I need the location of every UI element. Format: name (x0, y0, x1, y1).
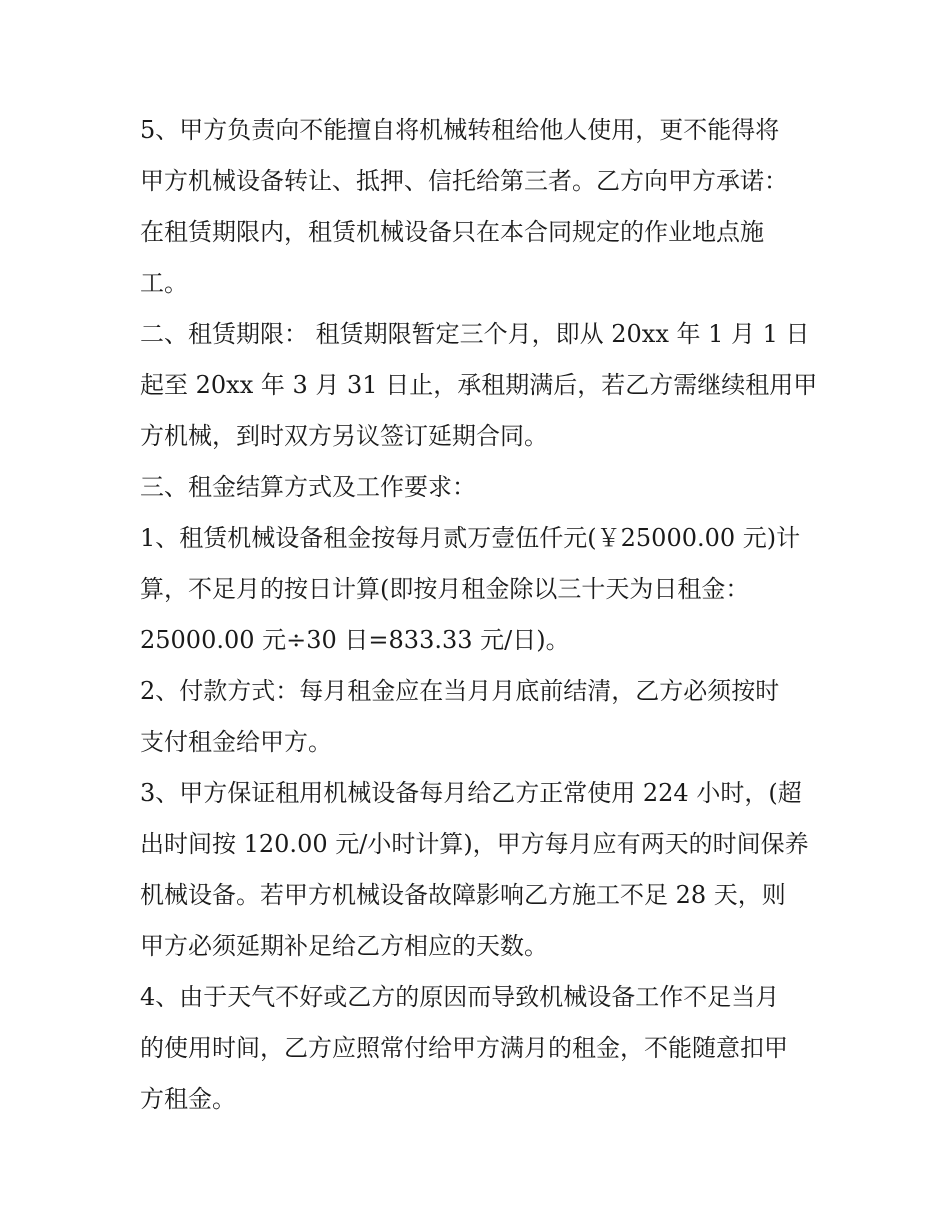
document-body (140, 105, 820, 1125)
text-line: 支付租金给甲方。 (140, 728, 332, 756)
text-line: 在租赁期限内，租赁机械设备只在本合同规定的作业地点施 (140, 218, 764, 246)
text-line: 25000.00 元÷30 日=833.33 元/日)。 (140, 626, 570, 654)
text-line: 甲方必须延期补足给乙方相应的天数。 (140, 932, 548, 960)
item-1-rent-rate (140, 513, 820, 666)
text-line: 2、付款方式：每月租金应在当月月底前结清，乙方必须按时 (140, 677, 780, 705)
text-line: 4、由于天气不好或乙方的原因而导致机械设备工作不足当月 (140, 983, 780, 1011)
text-line: 5、甲方负责向不能擅自将机械转租给他人使用，更不能得将 (140, 116, 780, 144)
text-line: 方租金。 (140, 1085, 236, 1113)
text-line: 算，不足月的按日计算(即按月租金除以三十天为日租金： (140, 575, 750, 603)
text-line: 二、租赁期限： 租赁期限暂定三个月，即从 20xx 年 1 月 1 日 (140, 320, 810, 348)
section-2-lease-term (140, 309, 820, 462)
text-line: 工。 (140, 269, 188, 297)
section-heading: 三、租金结算方式及工作要求： (140, 473, 476, 501)
text-line: 方机械，到时双方另议签订延期合同。 (140, 422, 548, 450)
text-line: 3、甲方保证租用机械设备每月给乙方正常使用 224 小时，(超 (140, 779, 802, 807)
item-4-full-month-rent (140, 972, 820, 1125)
text-line: 甲方机械设备转让、抵押、信托给第三者。乙方向甲方承诺： (140, 167, 788, 195)
text-line: 出时间按 120.00 元/小时计算)，甲方每月应有两天的时间保养 (140, 830, 809, 858)
text-line: 的使用时间，乙方应照常付给甲方满月的租金，不能随意扣甲 (140, 1034, 788, 1062)
clause-5-sublet-prohibition (140, 105, 820, 309)
text-line: 1、租赁机械设备租金按每月贰万壹伍仟元(￥25000.00 元)计 (140, 524, 801, 552)
text-line: 机械设备。若甲方机械设备故障影响乙方施工不足 28 天，则 (140, 881, 786, 909)
text-line: 起至 20xx 年 3 月 31 日止，承租期满后，若乙方需继续租用甲 (140, 371, 818, 399)
section-3-heading (140, 462, 820, 513)
item-3-usage-guarantee (140, 768, 820, 972)
item-2-payment-method (140, 666, 820, 768)
